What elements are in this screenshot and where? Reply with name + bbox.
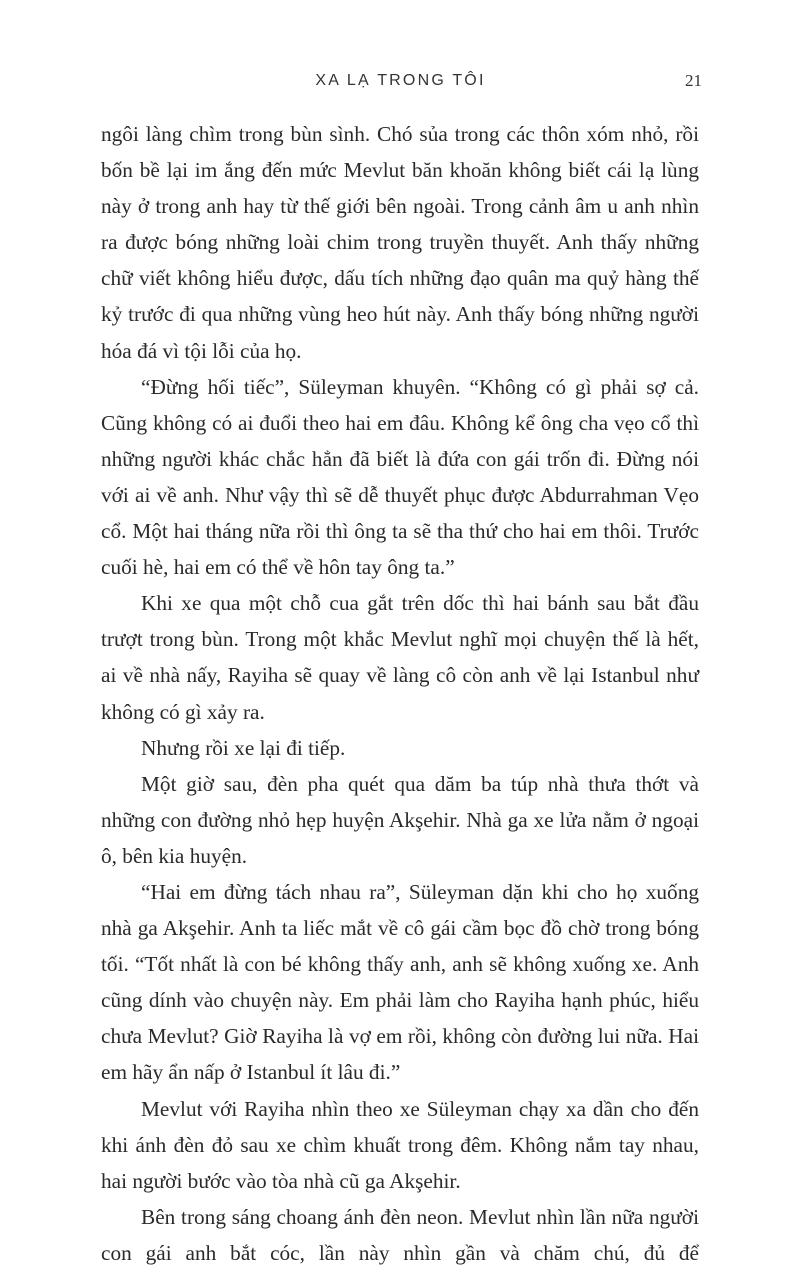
body-text	[101, 116, 699, 1271]
paragraph-7: Mevlut với Rayiha nhìn theo xe Süleyman chạy xa dần cho đến khi ánh đèn đỏ sau xe chìm khuất trong đêm. Không nắm tay nhau, hai người bước vào tòa nhà cũ ga Akşehir.	[101, 1096, 699, 1193]
paragraph-8: Bên trong sáng choang ánh đèn neon. Mevlut nhìn lần nữa người con gái anh bắt cóc, lần này nhìn gần và chăm chú, đủ để	[101, 1204, 699, 1265]
paragraph-4: Nhưng rồi xe lại đi tiếp.	[141, 735, 346, 760]
paragraph-3: Khi xe qua một chỗ cua gắt trên dốc thì hai bánh sau bắt đầu trượt trong bùn. Trong một khắc Mevlut nghĩ mọi chuyện thế là hết, ai về nhà nấy, Rayiha sẽ quay về làng cô còn anh về lại Istanbul như không có gì xảy ra.	[101, 591, 699, 724]
paragraph-1: ngôi làng chìm trong bùn sình. Chó sủa trong các thôn xóm nhỏ, rồi bốn bề lại im ắng đến mức Mevlut băn khoăn không biết cái lạ lùng này ở trong anh hay từ thế giới bên ngoài. Trong cảnh âm u anh nhìn ra được bóng những loài chim trong truyền thuyết. Anh thấy những chữ viết không hiểu được, dấu tích những đạo quân ma quỷ hàng thế kỷ trước đi qua những vùng heo hút này. Anh thấy bóng những người hóa đá vì tội lỗi của họ.	[101, 122, 699, 363]
page-number: 21	[685, 71, 702, 90]
paragraph-6: “Hai em đừng tách nhau ra”, Süleyman dặn khi cho họ xuống nhà ga Akşehir. Anh ta liếc mắt về cô gái cầm bọc đồ chờ trong bóng tối. “Tốt nhất là con bé không thấy anh, anh sẽ không xuống xe. Anh cũng dính vào chuyện này. Em phải làm cho Rayiha hạnh phúc, hiểu chưa Mevlut? Giờ Rayiha là vợ em rồi, không còn đường lui nữa. Hai em hãy ẩn nấp ở Istanbul ít lâu đi.”	[101, 879, 699, 1085]
paragraph-5: Một giờ sau, đèn pha quét qua dăm ba túp nhà thưa thớt và những con đường nhỏ hẹp huyện Akşehir. Nhà ga xe lửa nằm ở ngoại ô, bên kia huyện.	[101, 771, 699, 868]
paragraph-2: “Đừng hối tiếc”, Süleyman khuyên. “Không có gì phải sợ cả. Cũng không có ai đuổi theo hai em đâu. Không kể ông cha vẹo cổ thì những người khác chắc hẳn đã biết là đứa con gái trốn đi. Đừng nói với ai về anh. Như vậy thì sẽ dễ thuyết phục được Abdurrahman Vẹo cổ. Một hai tháng nữa rồi thì ông ta sẽ tha thứ cho hai em thôi. Trước cuối hè, hai em có thể về hôn tay ông ta.”	[101, 374, 699, 580]
page-header	[0, 70, 801, 96]
running-title: XA LẠ TRONG TÔI	[315, 72, 486, 89]
